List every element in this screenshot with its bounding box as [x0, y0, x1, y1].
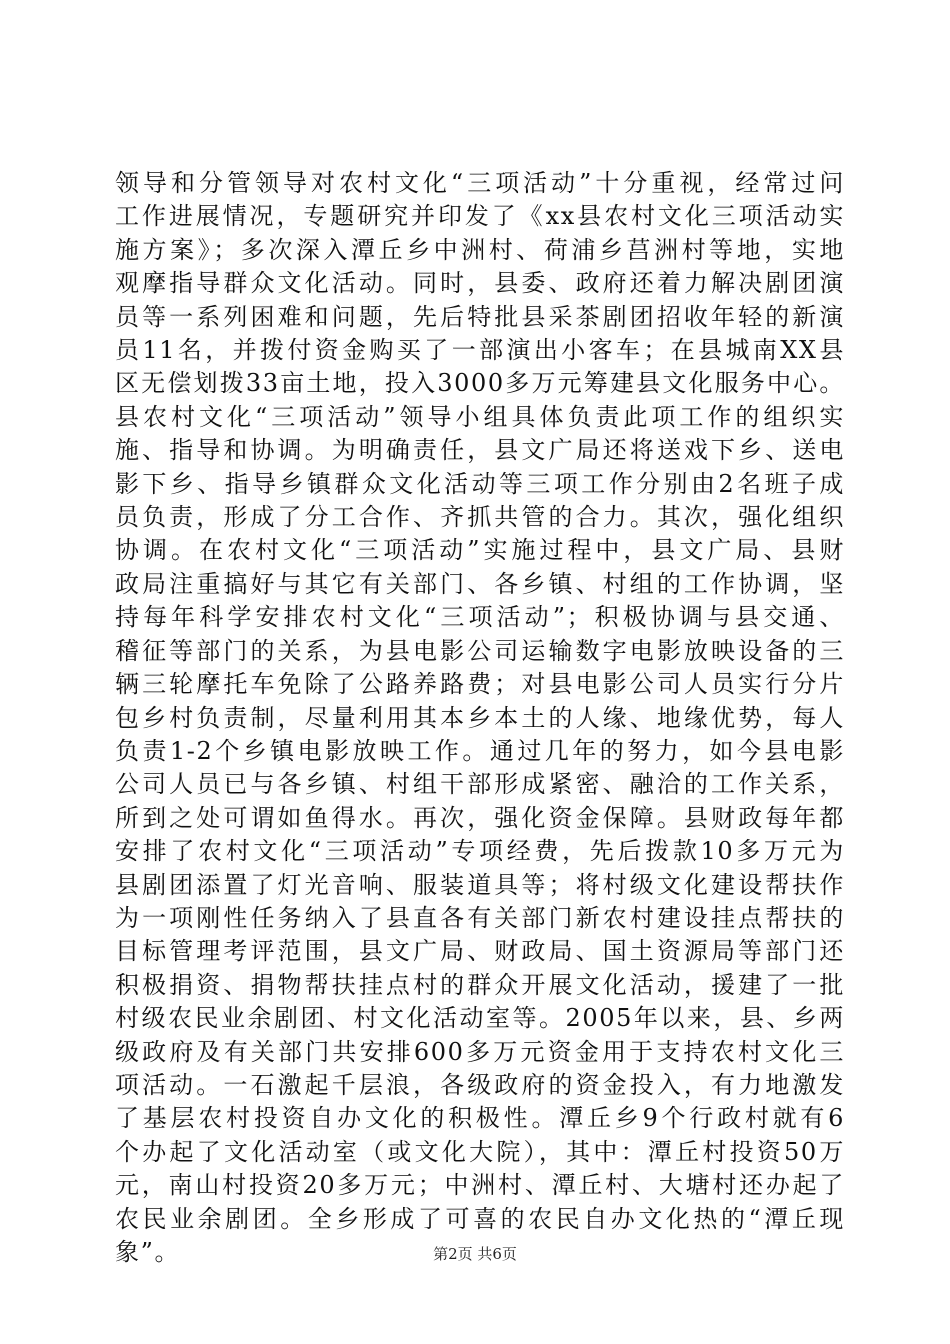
text-line: 级政府及有关部门共安排600多万元资金用于支持农村文化三: [115, 1037, 845, 1066]
text-line: 协调。在农村文化“三项活动”实施过程中，县文广局、县财: [115, 536, 845, 565]
text-line: 员11名，并拨付资金购买了一部演出小客车；在县城南XX县: [115, 336, 845, 365]
text-line: 象”。: [115, 1238, 181, 1266]
text-line: 个办起了文化活动室（或文化大院），其中：潭丘村投资50万: [115, 1137, 845, 1166]
text-line: 员负责，形成了分工合作、齐抓共管的合力。其次，强化组织: [115, 503, 845, 532]
text-line: 区无偿划拨33亩土地，投入3000多万元筹建县文化服务中心。: [115, 369, 845, 398]
text-line: 村级农民业余剧团、村文化活动室等。2005年以来，县、乡两: [115, 1004, 845, 1033]
text-line: 员等一系列困难和问题，先后特批县采茶剧团招收年轻的新演: [115, 302, 845, 331]
text-line: 目标管理考评范围，县文广局、财政局、国土资源局等部门还: [115, 937, 845, 966]
text-line: 辆三轮摩托车免除了公路养路费；对县电影公司人员实行分片: [115, 670, 845, 699]
text-line: 项活动。一石激起千层浪，各级政府的资金投入，有力地激发: [115, 1070, 845, 1099]
page-number-footer: 第2页 共6页: [433, 1245, 517, 1263]
text-line: 安排了农村文化“三项活动”专项经费，先后拨款10多万元为: [115, 837, 845, 866]
text-line: 所到之处可谓如鱼得水。再次，强化资金保障。县财政每年都: [115, 803, 845, 832]
text-line: 包乡村负责制，尽量利用其本乡本土的人缘、地缘优势，每人: [115, 703, 845, 732]
text-line: 持每年科学安排农村文化“三项活动”；积极协调与县交通、: [115, 603, 845, 632]
body-paragraph: [115, 167, 845, 1269]
text-line: 领导和分管领导对农村文化“三项活动”十分重视，经常过问: [115, 169, 845, 197]
text-line: 观摩指导群众文化活动。同时，县委、政府还着力解决剧团演: [115, 269, 845, 298]
text-line: 为一项刚性任务纳入了县直各有关部门新农村建设挂点帮扶的: [115, 903, 845, 932]
text-line: 稽征等部门的关系，为县电影公司运输数字电影放映设备的三: [115, 636, 845, 665]
text-line: 施方案》；多次深入潭丘乡中洲村、荷浦乡莒洲村等地，实地: [115, 235, 845, 264]
text-line: 政局注重搞好与其它有关部门、各乡镇、村组的工作协调，坚: [115, 569, 845, 598]
text-line: 负责1-2个乡镇电影放映工作。通过几年的努力，如今县电影: [115, 736, 845, 765]
text-line: 元，南山村投资20多万元；中洲村、潭丘村、大塘村还办起了: [115, 1171, 845, 1200]
text-line: 农民业余剧团。全乡形成了可喜的农民自办文化热的“潭丘现: [115, 1204, 845, 1233]
text-line: 了基层农村投资自办文化的积极性。潭丘乡9个行政村就有6: [115, 1104, 845, 1133]
text-line: 公司人员已与各乡镇、村组干部形成紧密、融洽的工作关系，: [115, 770, 845, 799]
text-line: 施、指导和协调。为明确责任，县文广局还将送戏下乡、送电: [115, 436, 845, 465]
text-line: 县农村文化“三项活动”领导小组具体负责此项工作的组织实: [115, 402, 845, 431]
text-line: 县剧团添置了灯光音响、服装道具等；将村级文化建设帮扶作: [115, 870, 845, 899]
text-line: 影下乡、指导乡镇群众文化活动等三项工作分别由2名班子成: [115, 469, 845, 498]
text-line: 积极捐资、捐物帮扶挂点村的群众开展文化活动，援建了一批: [115, 970, 845, 999]
text-line: 工作进展情况，专题研究并印发了《xx县农村文化三项活动实: [115, 202, 845, 231]
